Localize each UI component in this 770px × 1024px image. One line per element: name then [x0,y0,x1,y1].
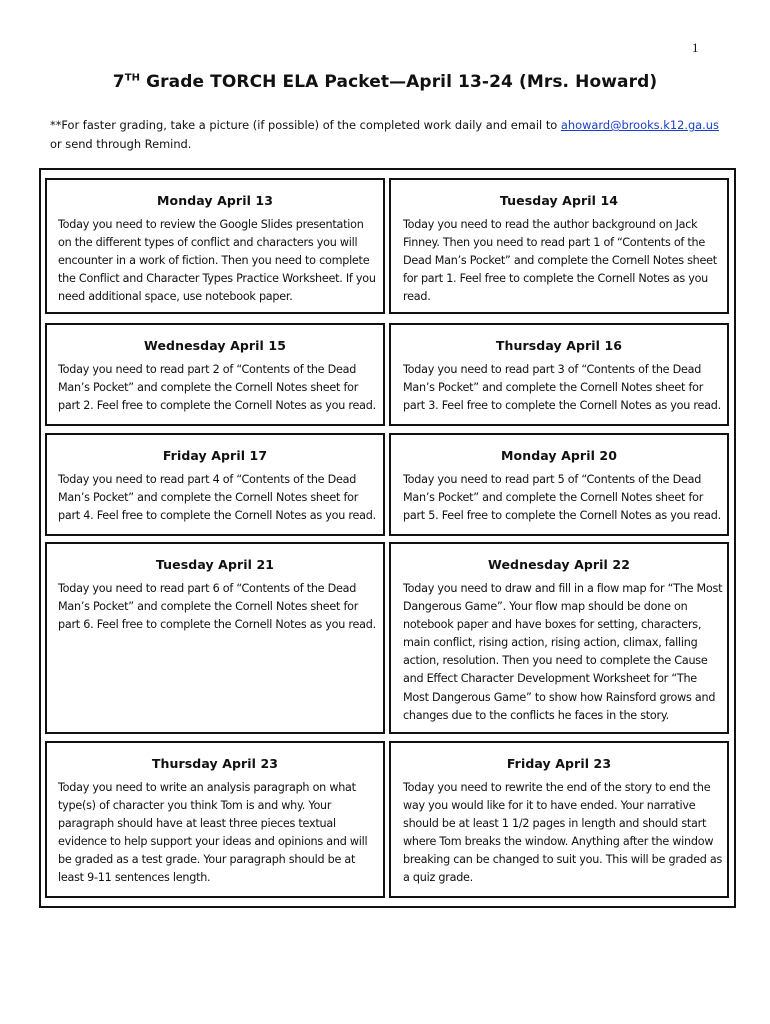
intro-text: **For faster grading, take a picture (if possible) of the completed work daily and email to [50,118,561,132]
day-cell-tuesday-april-14 [389,178,729,314]
day-instructions: Today you need to rewrite the end of the story to end the way you would like for it to have ended. Your narrative should be at least 1 1/2 pages in length and should start where Tom breaks the window. Anything after the window breaking can be changed to suit you. This will be graded as a quiz grade. [403,781,723,885]
day-instructions: Today you need to review the Google Slides presentation on the different types of conflict and characters you will encounter in a work of fiction. Then you need to complete the Conflict and Character Types Practice Worksheet. If you need additional space, use notebook paper. [58,218,376,304]
day-cell-friday-april-23 [389,741,729,898]
day-heading: Monday April 20 [500,448,618,463]
day-heading: Wednesday April 15 [144,338,286,353]
day-heading: Thursday April 23 [151,756,279,771]
day-heading: Monday April 13 [156,193,274,208]
day-instructions: Today you need to read part 4 of “Contents of the Dead Man’s Pocket” and complete the Cornell Notes sheet for part 4. Feel free to complete the Cornell Notes as you read. [58,473,376,523]
day-instructions: Today you need to read part 2 of “Contents of the Dead Man’s Pocket” and complete the Cornell Notes sheet for part 2. Feel free to complete the Cornell Notes as you read. [58,363,376,413]
title-prefix: 7 [112,72,125,92]
intro-text-end: or send through Remind. [50,137,192,151]
day-heading: Thursday April 16 [495,338,623,353]
day-cell-tuesday-april-21 [45,542,385,734]
email-link[interactable]: ahoward@brooks.k12.ga.us [560,118,719,132]
day-heading: Friday April 17 [162,448,268,463]
day-instructions: Today you need to write an analysis paragraph on what type(s) of character you think Tom is and why. Your paragraph should have at least three pieces textual evidence to help support your ideas and opinions and will be graded as a test grade. Your paragraph should be at least 9-11 sentences length. [58,781,368,885]
day-cell-wednesday-april-22 [389,542,729,734]
day-cell-thursday-april-23 [45,741,385,898]
day-instructions: Today you need to read part 6 of “Contents of the Dead Man’s Pocket” and complete the Cornell Notes sheet for part 6. Feel free to complete the Cornell Notes as you read. [58,582,376,632]
page-title [0,72,770,92]
title-text: Grade TORCH ELA Packet—April 13-24 (Mrs. Howard) [140,72,658,92]
day-heading: Friday April 23 [506,756,612,771]
day-heading: Tuesday April 14 [499,193,619,208]
schedule-table [39,168,736,908]
title-superscript: TH [124,72,141,84]
day-cell-monday-april-13 [45,178,385,314]
page-number: 1 [692,40,699,55]
day-heading: Tuesday April 21 [155,557,275,572]
day-instructions: Today you need to read part 5 of “Contents of the Dead Man’s Pocket” and complete the Cornell Notes sheet for part 5. Feel free to complete the Cornell Notes as you read. [403,473,721,523]
day-instructions: Today you need to draw and fill in a flow map for “The Most Dangerous Game”. Your flow map should be done on notebook paper and have boxes for setting, characters, main conflict, rising action, rising action, climax, falling action, resolution. Then you need to complete the Cause and Effect Character Development Worksheet for “The Most Dangerous Game” to show how Rainsford grows and changes due to the conflicts he faces in the story. [403,582,723,722]
day-instructions: Today you need to read the author background on Jack Finney. Then you need to read part 1 of “Contents of the Dead Man’s Pocket” and complete the Cornell Notes sheet for part 1. Feel free to complete the Cornell Notes as you read. [403,218,717,304]
day-instructions: Today you need to read part 3 of “Contents of the Dead Man’s Pocket” and complete the Cornell Notes sheet for part 3. Feel free to complete the Cornell Notes as you read. [403,363,721,413]
day-cell-thursday-april-16 [389,323,729,426]
day-cell-friday-april-17 [45,433,385,536]
day-cell-wednesday-april-15 [45,323,385,426]
intro-paragraph [50,116,730,154]
day-cell-monday-april-20 [389,433,729,536]
day-heading: Wednesday April 22 [488,557,630,572]
